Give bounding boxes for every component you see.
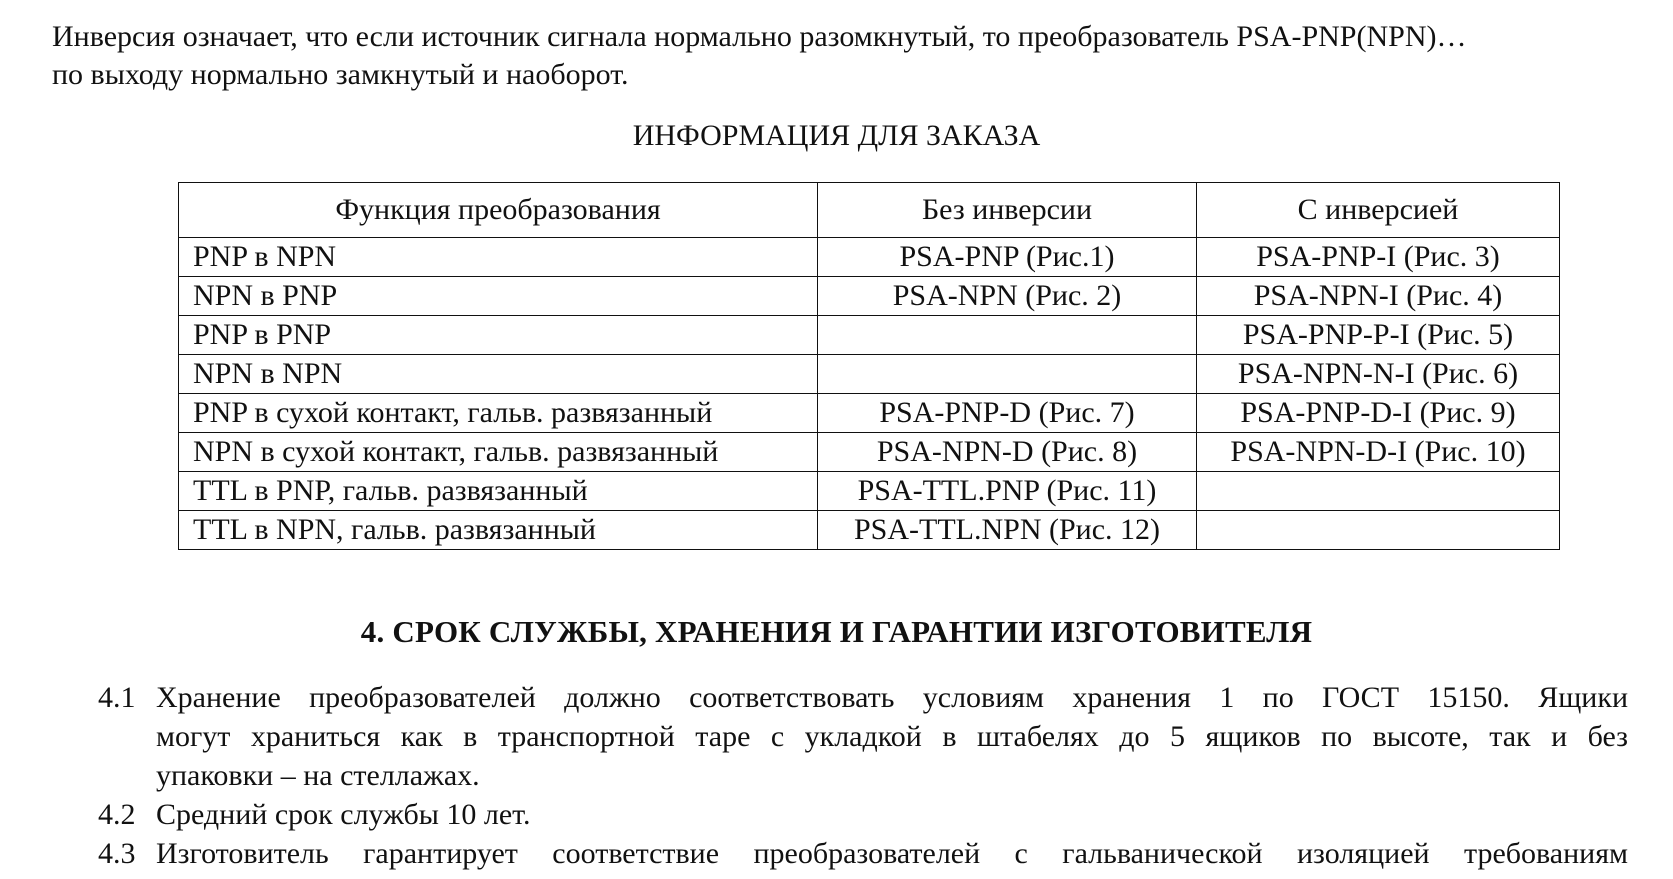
cell-no-inversion [818, 316, 1197, 355]
cell-function: TTL в PNP, гальв. развязанный [179, 472, 818, 511]
list-item-line: Изготовитель гарантирует соответствие преобразователей с гальванической изоляцией требованиям [156, 837, 1628, 870]
cell-with-inversion [1197, 472, 1560, 511]
table-row [179, 238, 1560, 277]
cell-no-inversion: PSA-NPN-D (Рис. 8) [818, 433, 1197, 472]
table-row [179, 355, 1560, 394]
cell-no-inversion: PSA-TTL.NPN (Рис. 12) [818, 511, 1197, 550]
cell-with-inversion: PSA-NPN-I (Рис. 4) [1197, 277, 1560, 316]
list-item-line: упаковки – на стеллажах. [156, 759, 480, 792]
list-item-line: могут храниться как в транспортной таре с укладкой в штабелях до 5 ящиков по высоте, так и без [156, 720, 1628, 753]
cell-with-inversion: PSA-PNP-P-I (Рис. 5) [1197, 316, 1560, 355]
cell-no-inversion: PSA-PNP (Рис.1) [818, 238, 1197, 277]
cell-no-inversion: PSA-TTL.PNP (Рис. 11) [818, 472, 1197, 511]
list-item-number: 4.2 [98, 798, 136, 831]
cell-with-inversion: PSA-PNP-I (Рис. 3) [1197, 238, 1560, 277]
intro-line-2: по выходу нормально замкнутый и наоборот. [52, 58, 629, 91]
list-item-text [156, 795, 1628, 834]
table-row [179, 316, 1560, 355]
cell-function: TTL в NPN, гальв. развязанный [179, 511, 818, 550]
cell-function: NPN в сухой контакт, гальв. развязанный [179, 433, 818, 472]
cell-no-inversion [818, 355, 1197, 394]
table-row [179, 277, 1560, 316]
header-function: Функция преобразования [179, 183, 818, 238]
section-list [98, 678, 1628, 873]
list-item-number: 4.1 [98, 681, 136, 714]
cell-no-inversion: PSA-NPN (Рис. 2) [818, 277, 1197, 316]
order-table [178, 182, 1560, 550]
table-row [179, 394, 1560, 433]
header-no-inversion: Без инверсии [818, 183, 1197, 238]
cell-function: NPN в PNP [179, 277, 818, 316]
intro-paragraph [52, 18, 1652, 94]
order-table-title: ИНФОРМАЦИЯ ДЛЯ ЗАКАЗА [632, 119, 1041, 152]
list-item [98, 795, 1628, 834]
table-row [179, 433, 1560, 472]
cell-with-inversion: PSA-NPN-N-I (Рис. 6) [1197, 355, 1560, 394]
cell-function: PNP в PNP [179, 316, 818, 355]
section-heading: 4. СРОК СЛУЖБЫ, ХРАНЕНИЯ И ГАРАНТИИ ИЗГОТОВИТЕЛЯ [360, 614, 1313, 649]
table-row [179, 472, 1560, 511]
cell-with-inversion: PSA-PNP-D-I (Рис. 9) [1197, 394, 1560, 433]
header-with-inversion: С инверсией [1197, 183, 1560, 238]
cell-function: NPN в NPN [179, 355, 818, 394]
list-item-number: 4.3 [98, 837, 136, 870]
table-row [179, 511, 1560, 550]
cell-function: PNP в сухой контакт, гальв. развязанный [179, 394, 818, 433]
list-item-line: Хранение преобразователей должно соответствовать условиям хранения 1 по ГОСТ 15150. Ящики [156, 681, 1628, 714]
table-header-row [179, 183, 1560, 238]
cell-with-inversion [1197, 511, 1560, 550]
cell-no-inversion: PSA-PNP-D (Рис. 7) [818, 394, 1197, 433]
cell-function: PNP в NPN [179, 238, 818, 277]
intro-line-1: Инверсия означает, что если источник сигнала нормально разомкнутый, то преобразователь PSA-PNP(NPN)… [52, 20, 1467, 53]
cell-with-inversion: PSA-NPN-D-I (Рис. 10) [1197, 433, 1560, 472]
list-item-text [156, 834, 1628, 873]
list-item [98, 678, 1628, 795]
list-item [98, 834, 1628, 873]
list-item-text [156, 678, 1628, 795]
list-item-line: Средний срок службы 10 лет. [156, 798, 531, 831]
